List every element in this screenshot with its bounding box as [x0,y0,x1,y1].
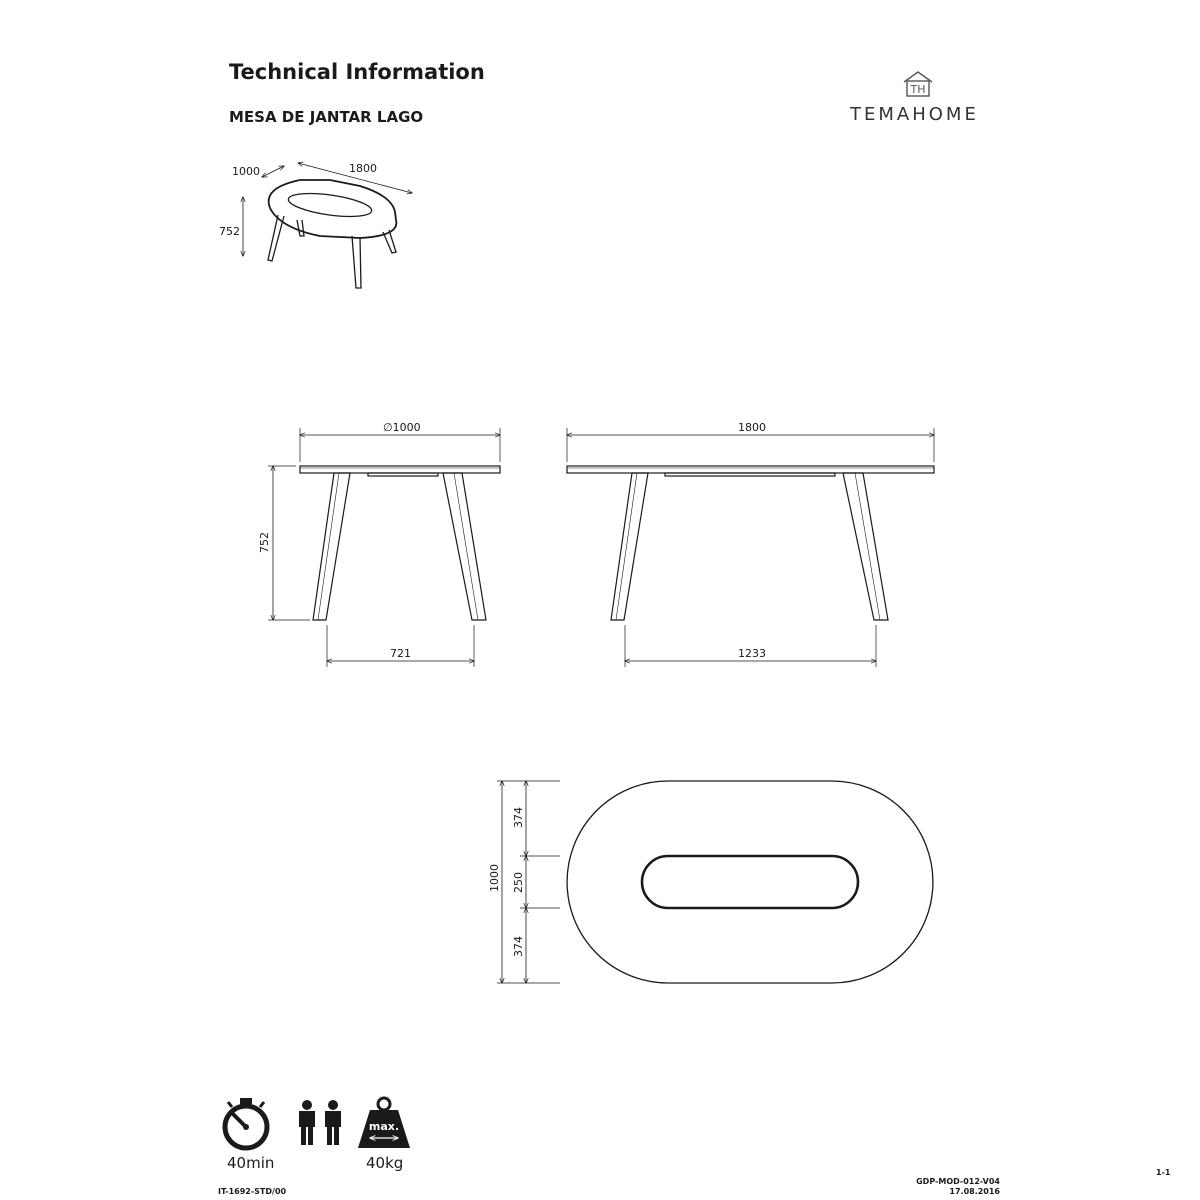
page-title: Technical Information [229,60,485,84]
perspective-height-label: 752 [219,225,240,238]
top-view [497,781,933,983]
max-load: 40kg [366,1154,404,1172]
weight-icon [358,1098,410,1148]
front-diameter-label: ∅1000 [383,421,421,434]
document-date: 17.08.2016 [949,1187,1000,1196]
top-segment-1-label: 374 [512,807,525,828]
svg-text:TH: TH [910,83,926,96]
perspective-length-label: 1800 [349,162,377,175]
top-total-width-label: 1000 [488,864,501,892]
svg-text:max.: max. [368,1120,400,1133]
side-leg-span-label: 1233 [738,647,766,660]
top-segment-3-label: 374 [512,936,525,957]
assembly-time: 40min [227,1154,275,1172]
perspective-width-label: 1000 [232,165,260,178]
front-height-label: 752 [258,532,271,553]
document-id: IT-1692-STD/00 [218,1187,287,1196]
top-segment-2-label: 250 [512,872,525,893]
brand-name: TEMAHOME [850,104,979,125]
product-name: MESA DE JANTAR LAGO [229,108,424,126]
page-number: 1-1 [1156,1168,1171,1177]
stopwatch-icon [225,1098,267,1148]
side-view [567,428,934,667]
model-code: GDP-MOD-012-V04 [916,1177,1000,1186]
front-leg-span-label: 721 [390,647,411,660]
side-length-label: 1800 [738,421,766,434]
two-persons-icon [299,1100,341,1145]
front-view [268,428,500,667]
perspective-view [243,163,412,288]
